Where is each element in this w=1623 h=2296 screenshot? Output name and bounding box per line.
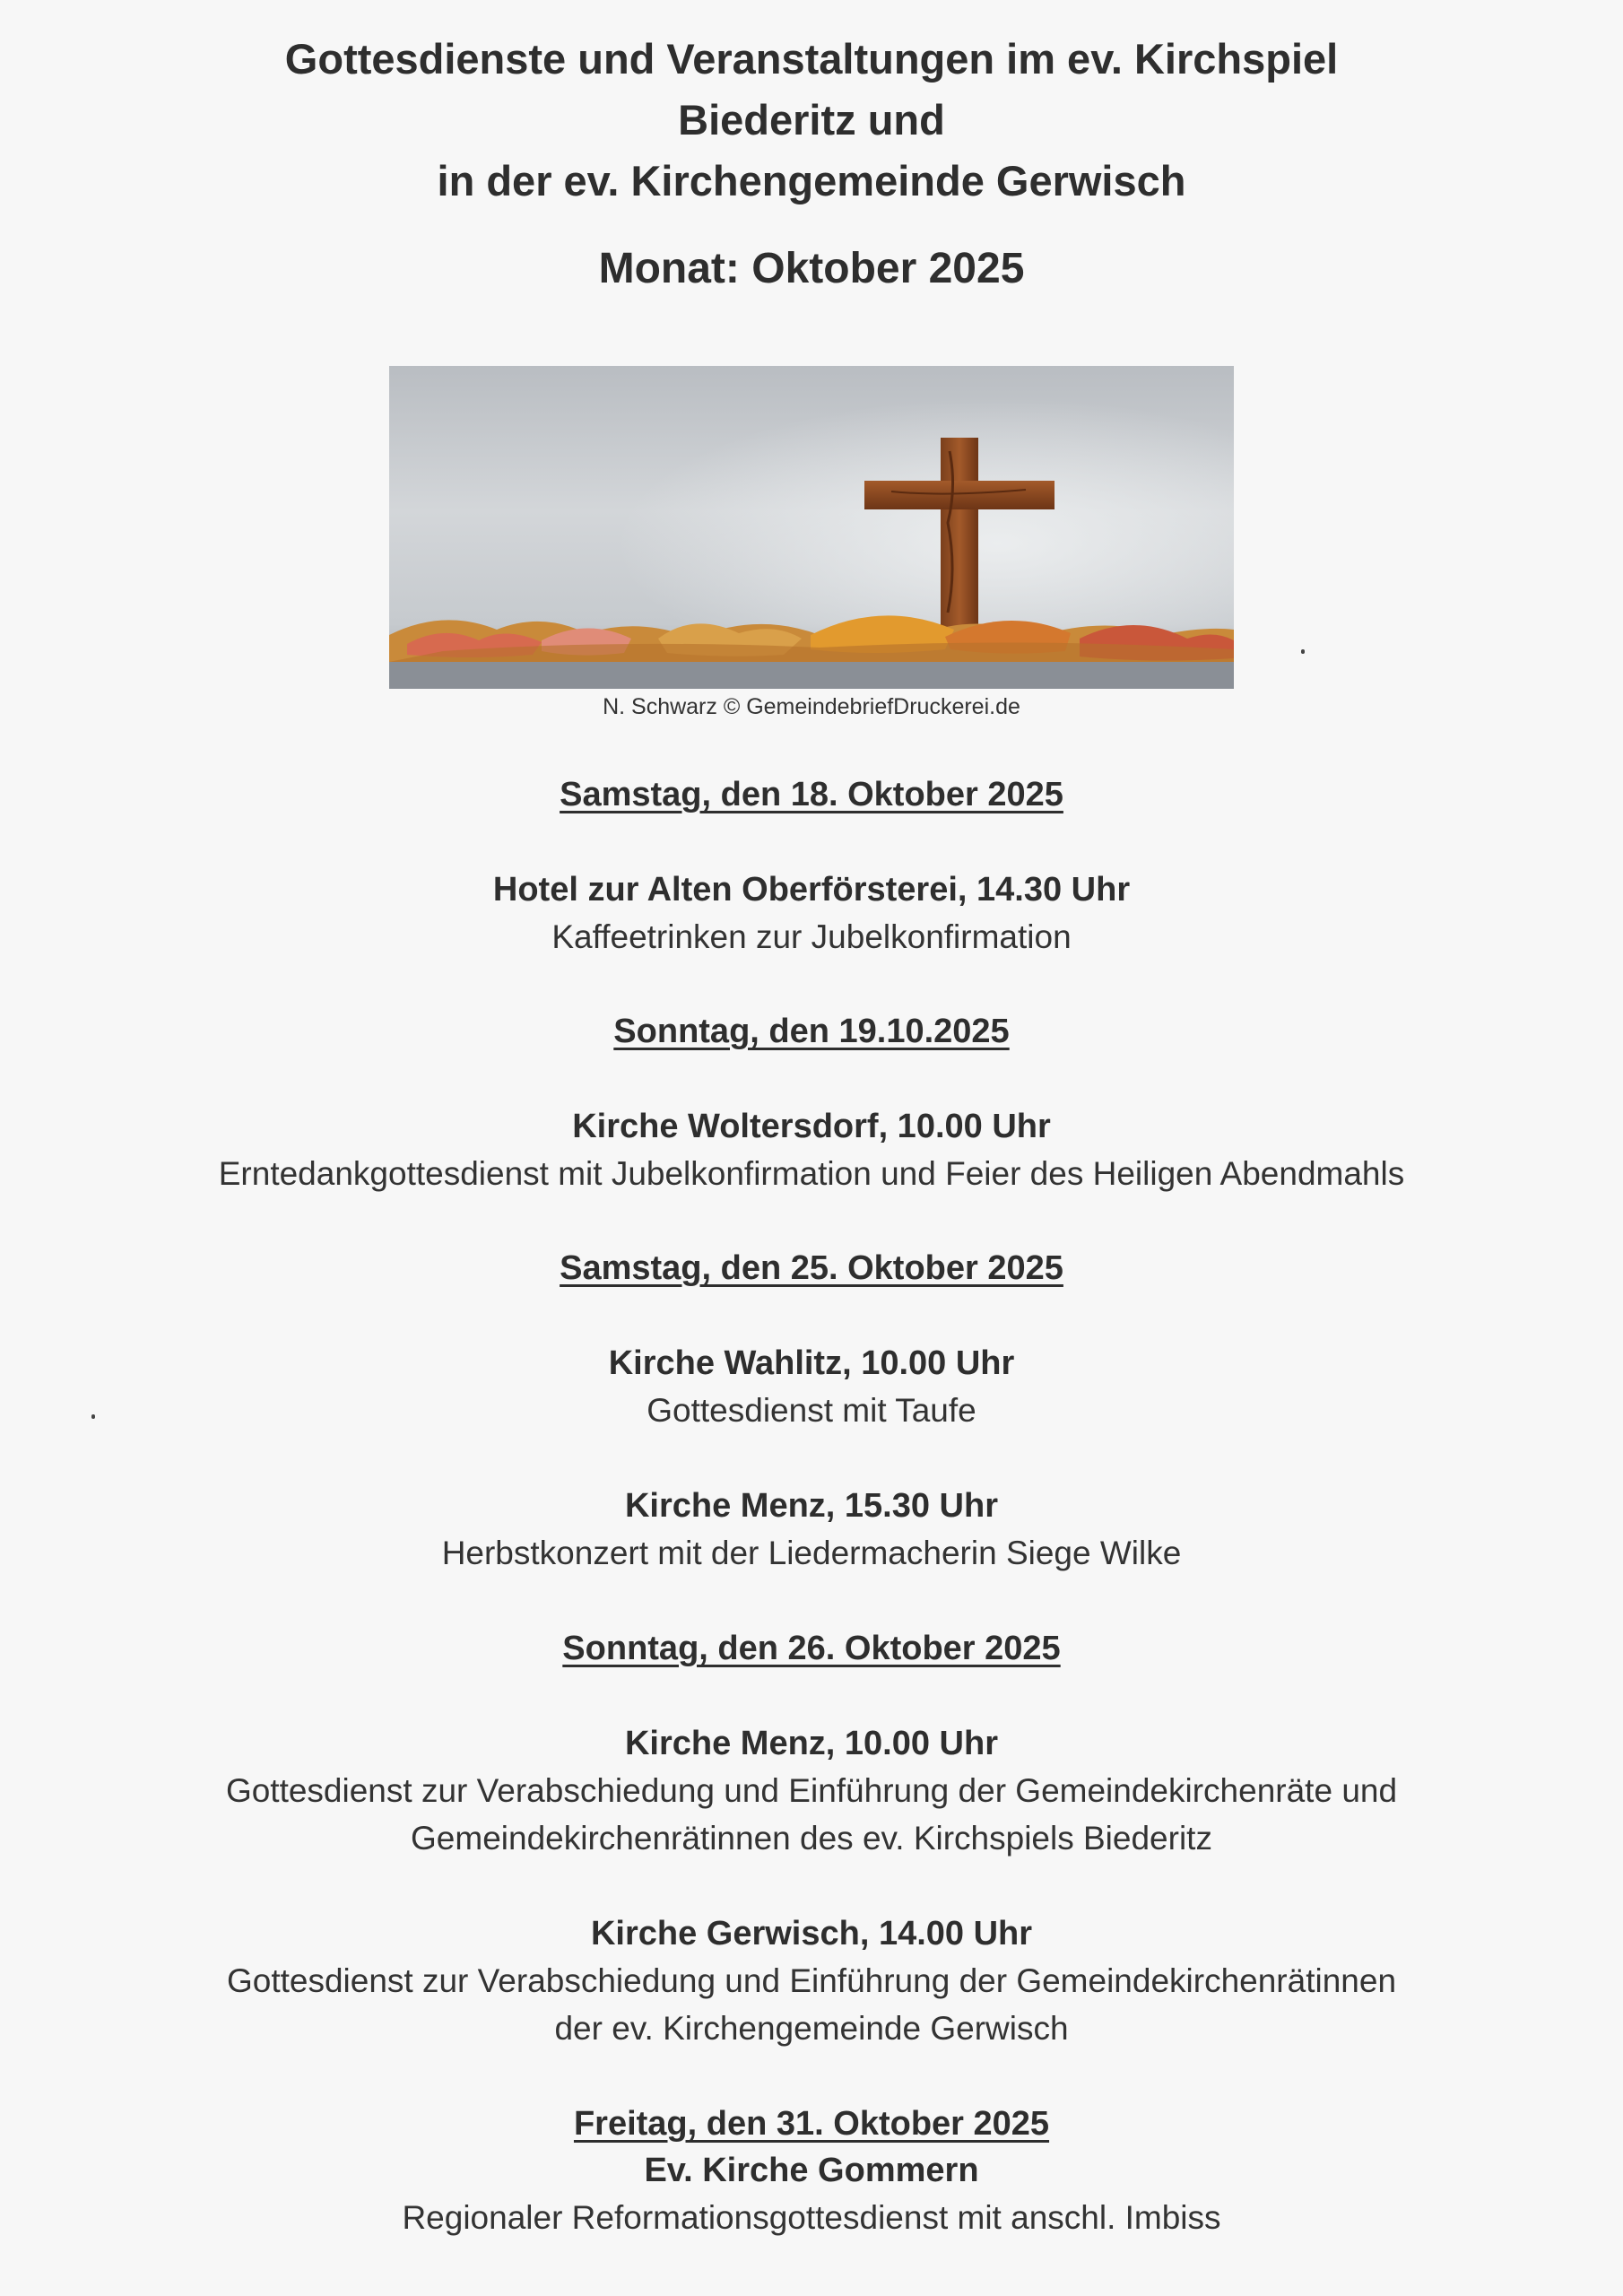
event-day-block	[0, 771, 1623, 818]
event-date: Sonntag, den 26. Oktober 2025	[562, 1630, 1061, 1667]
event-day-block	[0, 1008, 1623, 1055]
scan-speck	[91, 1414, 95, 1419]
event-description: Gottesdienst mit Taufe	[647, 1392, 976, 1429]
title-line-3: in der ev. Kirchengemeinde Gerwisch	[437, 157, 1186, 204]
event-place: Kirche Menz, 15.30 Uhr	[624, 1487, 999, 1525]
event-date: Sonntag, den 19.10.2025	[613, 1013, 1010, 1050]
event-description: Erntedankgottesdienst mit Jubelkonfirmation und Feier des Heiligen Abendmahls	[218, 1155, 1405, 1192]
event-description-line-1: Gottesdienst zur Verabschiedung und Einführung der Gemeindekirchenrätinnen	[226, 1962, 1397, 1999]
event-day-block	[0, 1245, 1623, 1292]
event-description: Kaffeetrinken zur Jubelkonfirmation	[551, 918, 1072, 955]
photo-credit: N. Schwarz © GemeindebriefDruckerei.de	[603, 694, 1020, 719]
event-description: Herbstkonzert mit der Liedermacherin Siege Wilke	[441, 1535, 1182, 1571]
event-day-block	[0, 2100, 1623, 2241]
event-place: Hotel zur Alten Oberförsterei, 14.30 Uhr	[492, 871, 1131, 909]
month-heading: Monat: Oktober 2025	[598, 245, 1025, 292]
event-place: Kirche Gerwisch, 14.00 Uhr	[590, 1915, 1033, 1952]
event-place: Kirche Wahlitz, 10.00 Uhr	[608, 1344, 1015, 1382]
cross-autumn-leaves-photo	[389, 366, 1234, 689]
scan-speck	[1301, 649, 1305, 654]
event-item	[0, 1483, 1623, 1577]
event-item	[0, 866, 1623, 961]
event-date: Samstag, den 25. Oktober 2025	[560, 1249, 1063, 1287]
event-place: Kirche Menz, 10.00 Uhr	[624, 1725, 999, 1762]
event-date: Freitag, den 31. Oktober 2025	[573, 2105, 1050, 2143]
title-line-2: Biederitz und	[678, 96, 945, 144]
event-date: Samstag, den 18. Oktober 2025	[560, 776, 1063, 813]
event-item	[0, 1103, 1623, 1197]
event-day-block	[0, 1625, 1623, 1672]
event-place: Ev. Kirche Gommern	[644, 2152, 979, 2189]
event-item	[0, 1720, 1623, 1862]
event-description-line-2: der ev. Kirchengemeinde Gerwisch	[554, 2010, 1069, 2047]
event-description-line-1: Gottesdienst zur Verabschiedung und Einführung der Gemeindekirchenräte und	[225, 1772, 1398, 1809]
document-title	[0, 29, 1623, 212]
event-description-line-2: Gemeindekirchenrätinnen des ev. Kirchspiels Biederitz	[411, 1820, 1212, 1857]
event-item	[0, 1340, 1623, 1434]
event-item	[0, 1910, 1623, 2052]
event-description: Regionaler Reformationsgottesdienst mit anschl. Imbiss	[402, 2199, 1221, 2236]
title-line-1: Gottesdienste und Veranstaltungen im ev. Kirchspiel	[284, 35, 1339, 83]
event-place: Kirche Woltersdorf, 10.00 Uhr	[572, 1108, 1051, 1145]
